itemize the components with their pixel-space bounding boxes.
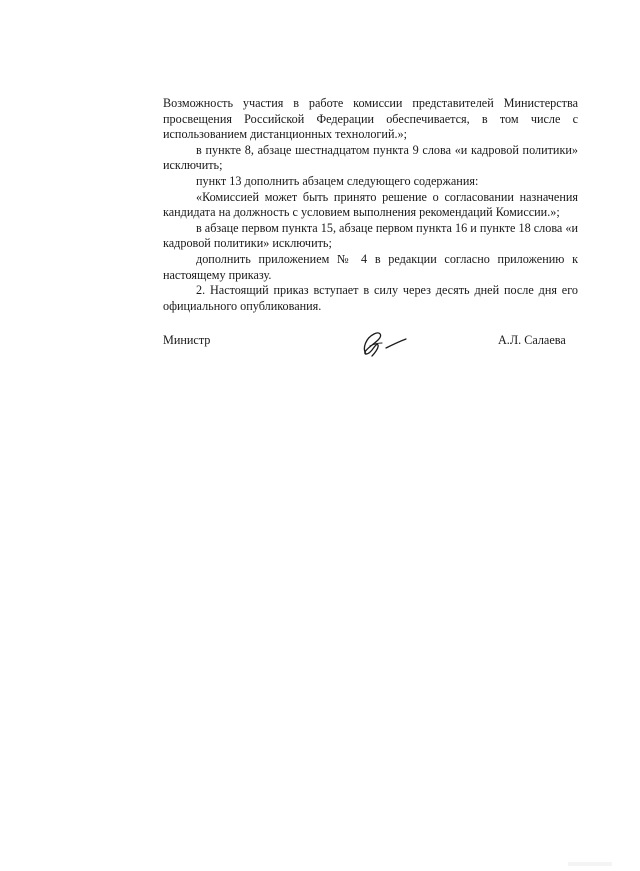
paragraph-effective-date: 2. Настоящий приказ вступает в силу через десять дней после дня его официального опубликования. <box>163 283 578 313</box>
document-body <box>163 96 578 314</box>
paragraph-point-13: пункт 13 дополнить абзацем следующего содержания: <box>196 173 479 188</box>
signatory-name: А.Л. Салаева <box>498 333 566 347</box>
handwritten-signature-icon <box>356 326 416 360</box>
paragraph-appendix-4: дополнить приложением № 4 в редакции согласно приложению к настоящему приказу. <box>163 251 578 282</box>
faint-footer-mark <box>568 862 612 866</box>
signature-block <box>163 326 578 356</box>
paragraph-points-15-16-18: в абзаце первом пункта 15, абзаце первом пункта 16 и пункте 18 слова «и кадровой политики» исключить; <box>163 220 578 251</box>
paragraph-point-8-9: в пункте 8, абзаце шестнадцатом пункта 9 слова «и кадровой политики» исключить; <box>163 142 578 173</box>
paragraph-commission-participation: Возможность участия в работе комиссии представителей Министерства просвещения Российской Федерации обеспечивается, в том числе с использованием дистанционных технологий.»; <box>163 96 578 142</box>
signatory-title: Министр <box>163 333 211 347</box>
paragraph-commission-decision: «Комиссией может быть принято решение о согласовании назначения кандидата на должность с условием выполнения рекомендаций Комиссии.»; <box>163 189 578 220</box>
